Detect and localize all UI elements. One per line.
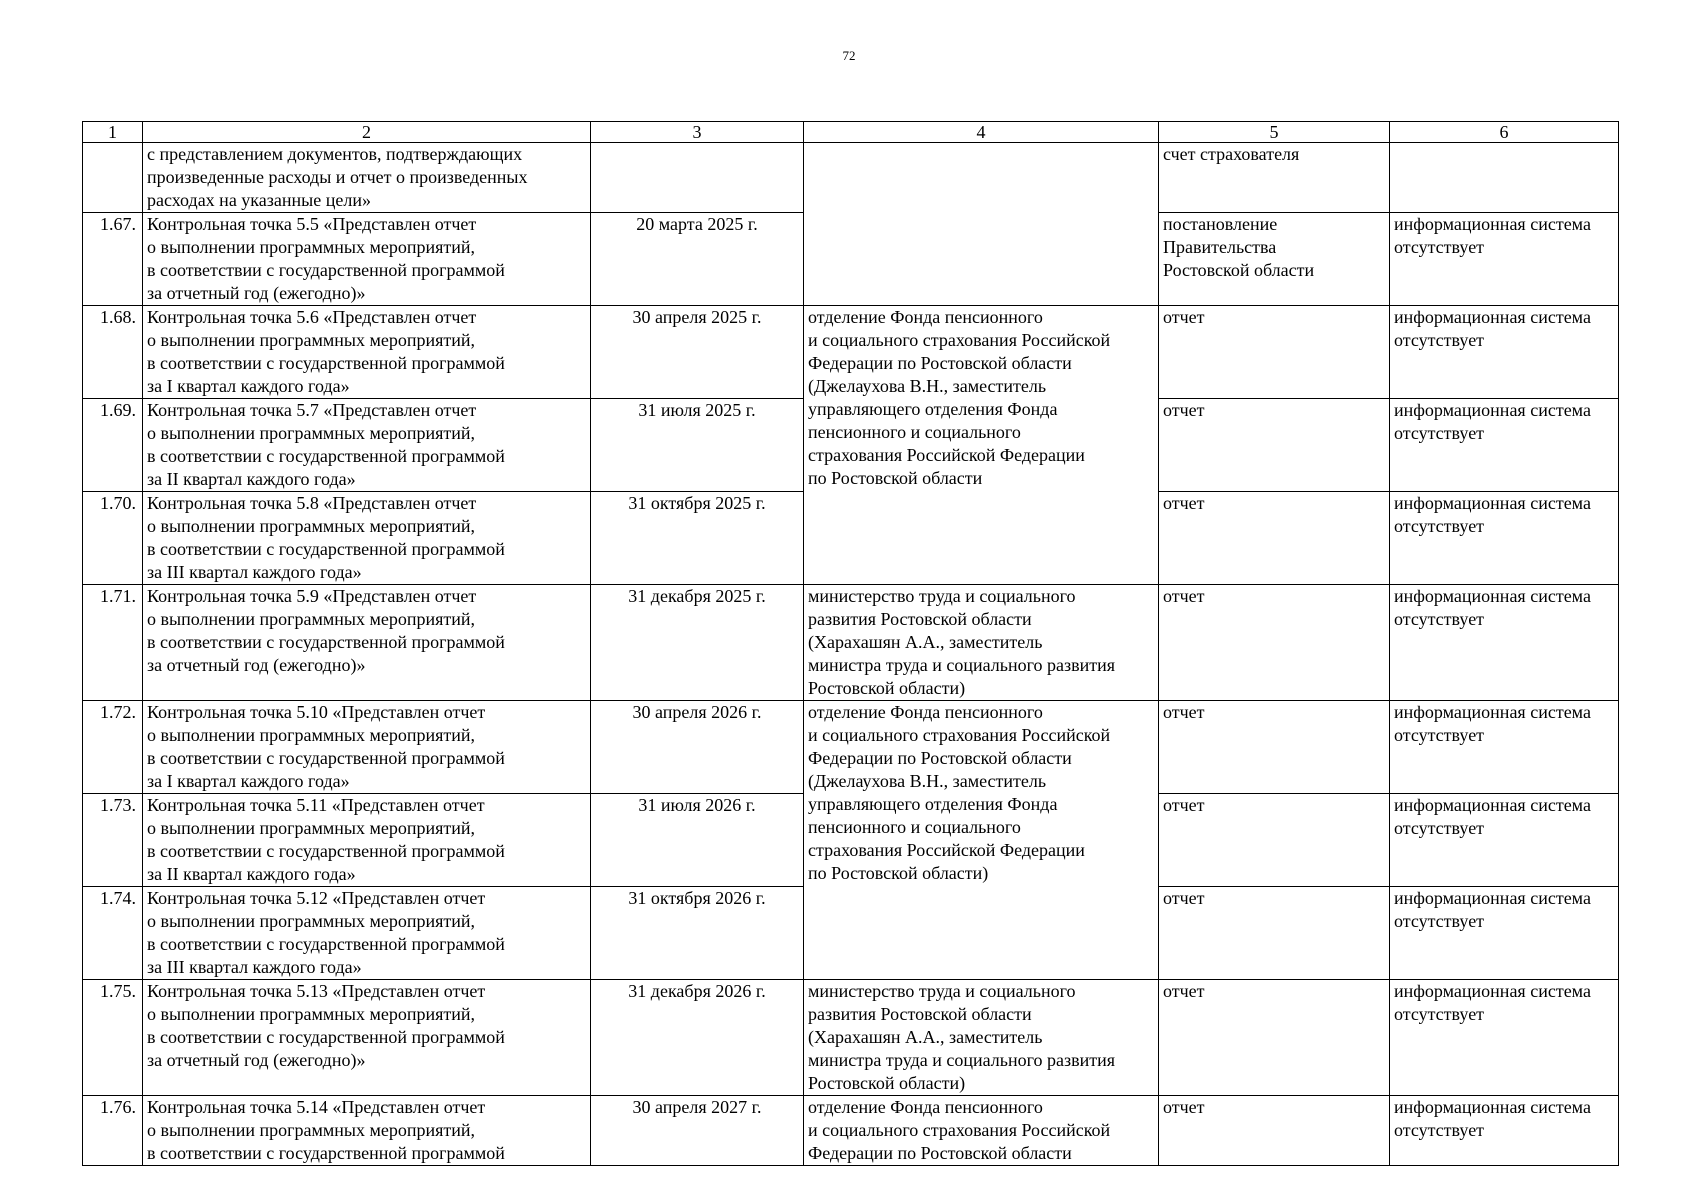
table-row [83,306,1619,399]
deadline: 20 марта 2025 г. [591,213,804,306]
responsible-executor: министерство труда и социального развития Ростовской области (Харахашян А.А., заместитель министра труда и социального развития Ростовской области) [804,980,1159,1096]
information-system: информационная система отсутствует [1390,585,1619,701]
header-col-2: 2 [143,122,591,143]
row-number: 1.69. [83,399,143,492]
deadline: 30 апреля 2027 г. [591,1096,804,1166]
document-type: отчет [1159,1096,1390,1166]
control-point-description: Контрольная точка 5.9 «Представлен отчет о выполнении программных мероприятий, в соответствии с государственной программой за отчетный год (ежегодно)» [143,585,591,701]
information-system: информационная система отсутствует [1390,492,1619,585]
document-type: счет страхователя [1159,143,1390,213]
information-system [1390,143,1619,213]
row-number: 1.67. [83,213,143,306]
row-number: 1.68. [83,306,143,399]
information-system: информационная система отсутствует [1390,887,1619,980]
deadline: 31 октября 2026 г. [591,887,804,980]
row-number: 1.70. [83,492,143,585]
information-system: информационная система отсутствует [1390,701,1619,794]
deadline: 31 декабря 2026 г. [591,980,804,1096]
header-col-5: 5 [1159,122,1390,143]
responsible-executor: министерство труда и социального развития Ростовской области (Харахашян А.А., заместитель министра труда и социального развития Ростовской области) [804,585,1159,701]
control-point-description: Контрольная точка 5.6 «Представлен отчет о выполнении программных мероприятий, в соответствии с государственной программой за I квартал каждого года» [143,306,591,399]
information-system: информационная система отсутствует [1390,980,1619,1096]
header-col-1: 1 [83,122,143,143]
document-type: постановление Правительства Ростовской области [1159,213,1390,306]
row-number: 1.74. [83,887,143,980]
deadline: 31 июля 2026 г. [591,794,804,887]
deadline: 30 апреля 2026 г. [591,701,804,794]
control-point-description: Контрольная точка 5.8 «Представлен отчет о выполнении программных мероприятий, в соответствии с государственной программой за III квартал каждого года» [143,492,591,585]
row-number [83,143,143,213]
responsible-cell [804,143,1159,306]
deadline: 31 июля 2025 г. [591,399,804,492]
header-col-4: 4 [804,122,1159,143]
row-number: 1.71. [83,585,143,701]
table-row [83,585,1619,701]
control-points-table [82,121,1619,1166]
information-system: информационная система отсутствует [1390,306,1619,399]
information-system: информационная система отсутствует [1390,213,1619,306]
document-type: отчет [1159,980,1390,1096]
deadline: 31 октября 2025 г. [591,492,804,585]
responsible-executor: отделение Фонда пенсионного и социального страхования Российской Федерации по Ростовской области [804,1096,1159,1166]
control-point-description: Контрольная точка 5.7 «Представлен отчет о выполнении программных мероприятий, в соответствии с государственной программой за II квартал каждого года» [143,399,591,492]
row-number: 1.76. [83,1096,143,1166]
page-number: 72 [842,48,856,63]
document-type: отчет [1159,701,1390,794]
responsible-executor: отделение Фонда пенсионного и социального страхования Российской Федерации по Ростовской области (Джелаухова В.Н., заместитель управляющего отделения Фонда пенсионного и социального страхования Российской Федерации по Ростовской области [804,306,1159,585]
document-type: отчет [1159,887,1390,980]
information-system: информационная система отсутствует [1390,1096,1619,1166]
table-row [83,1096,1619,1166]
control-point-description: Контрольная точка 5.12 «Представлен отчет о выполнении программных мероприятий, в соответствии с государственной программой за III квартал каждого года» [143,887,591,980]
control-point-description: Контрольная точка 5.10 «Представлен отчет о выполнении программных мероприятий, в соответствии с государственной программой за I квартал каждого года» [143,701,591,794]
row-number: 1.75. [83,980,143,1096]
control-point-description: Контрольная точка 5.14 «Представлен отчет о выполнении программных мероприятий, в соответствии с государственной программой [143,1096,591,1166]
information-system: информационная система отсутствует [1390,399,1619,492]
document-type: отчет [1159,399,1390,492]
control-point-description: Контрольная точка 5.5 «Представлен отчет о выполнении программных мероприятий, в соответствии с государственной программой за отчетный год (ежегодно)» [143,213,591,306]
deadline [591,143,804,213]
table-header-row [83,122,1619,143]
row-number: 1.73. [83,794,143,887]
information-system: информационная система отсутствует [1390,794,1619,887]
document-type: отчет [1159,794,1390,887]
control-point-description: Контрольная точка 5.11 «Представлен отчет о выполнении программных мероприятий, в соответствии с государственной программой за II квартал каждого года» [143,794,591,887]
responsible-executor: отделение Фонда пенсионного и социального страхования Российской Федерации по Ростовской области (Джелаухова В.Н., заместитель управляющего отделения Фонда пенсионного и социального страхования Российской Федерации по Ростовской области) [804,701,1159,980]
table-row [83,980,1619,1096]
row-number: 1.72. [83,701,143,794]
table-row [83,701,1619,794]
table-row [83,143,1619,213]
deadline: 30 апреля 2025 г. [591,306,804,399]
control-point-description: Контрольная точка 5.13 «Представлен отчет о выполнении программных мероприятий, в соответствии с государственной программой за отчетный год (ежегодно)» [143,980,591,1096]
document-type: отчет [1159,585,1390,701]
deadline: 31 декабря 2025 г. [591,585,804,701]
document-type: отчет [1159,492,1390,585]
header-col-3: 3 [591,122,804,143]
document-type: отчет [1159,306,1390,399]
header-col-6: 6 [1390,122,1619,143]
control-point-description: с представлением документов, подтверждающих произведенные расходы и отчет о произведенных расходах на указанные цели» [143,143,591,213]
